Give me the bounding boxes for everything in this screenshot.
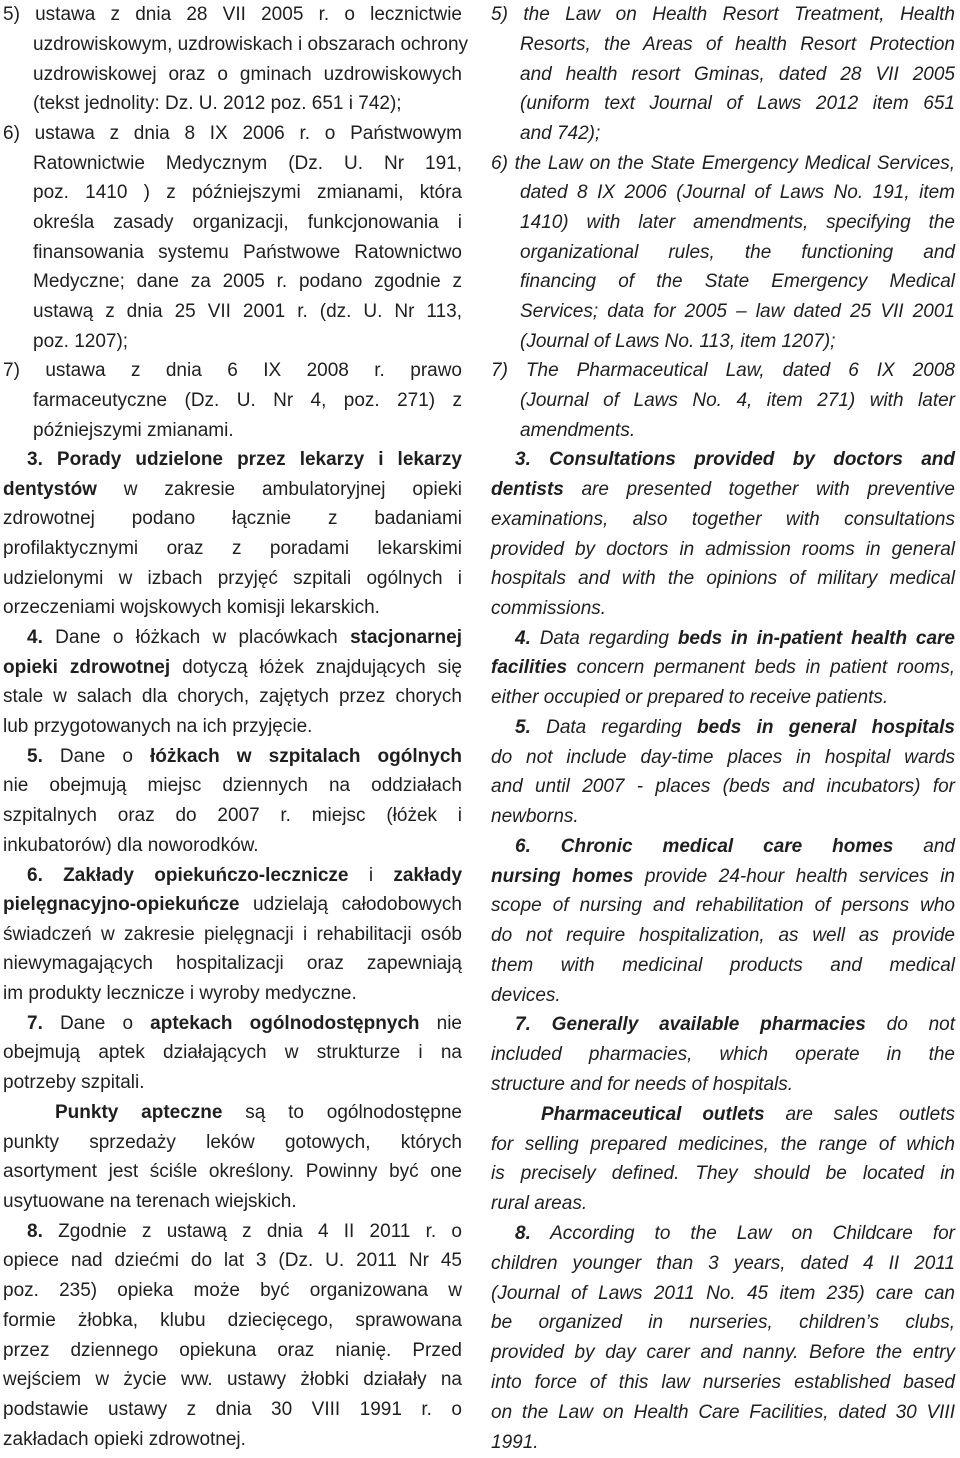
polish-text-line: [3, 949, 462, 979]
polish-text-line: [3, 1038, 462, 1068]
text-segment: opiece nad dziećmi do lat 3 (Dz. U. 2011 Nr 45: [3, 1250, 462, 1271]
text-segment: Dane o: [42, 746, 151, 767]
bold-term: 6.: [27, 865, 43, 886]
text-segment: and 742);: [520, 123, 601, 144]
polish-text-line: [33, 149, 462, 179]
english-text-line: [491, 921, 955, 951]
text-segment: commissions.: [491, 598, 607, 619]
polish-text-line: [3, 534, 462, 564]
text-segment: amendments.: [520, 420, 636, 441]
text-segment: formie żłobka, klubu dziecięcego, sprawowana: [3, 1310, 462, 1331]
bold-term: aptekach ogólnodostępnych: [150, 1013, 420, 1034]
text-segment: poz. 235) opieka może być organizowana w: [3, 1280, 462, 1301]
bold-term: pielęgnacyjno-opiekuńcze: [3, 894, 240, 915]
text-segment: im produkty lecznicze i wyroby medyczne.: [3, 983, 357, 1004]
text-segment: farmaceutyczne (Dz. U. Nr 4, poz. 271) z: [33, 390, 462, 411]
text-segment: Data regarding: [530, 717, 698, 738]
text-segment: do not include day-time places in hospital wards: [491, 747, 955, 768]
polish-text-line: [3, 979, 462, 1009]
text-segment: poz. 1207);: [33, 331, 129, 352]
polish-text-line: [33, 327, 462, 357]
english-text-line: [491, 535, 955, 565]
english-text-line: [491, 149, 955, 179]
english-text-line: [515, 624, 955, 654]
text-segment: them with medicinal products and medical: [491, 955, 955, 976]
bold-term: dentystów: [3, 479, 97, 500]
bold-term: 4.: [27, 627, 43, 648]
text-segment: scope of nursing and rehabilitation of persons who: [491, 895, 955, 916]
polish-text-line: [33, 267, 462, 297]
text-segment: inkubatorów) dla noworodków.: [3, 835, 259, 856]
text-segment: are presented together with preventive: [563, 479, 955, 500]
text-segment: 5) the Law on Health Resort Treatment, Health: [491, 4, 955, 25]
text-segment: and: [893, 836, 955, 857]
text-segment: lub przygotowanych na ich przyjęcie.: [3, 716, 313, 737]
text-segment: According to the Law on Childcare for: [530, 1223, 955, 1244]
english-text-line: [520, 238, 955, 268]
text-segment: (uniform text Journal of Laws 2012 item 651: [520, 93, 955, 114]
text-segment: [43, 865, 63, 886]
text-segment: (Journal of Laws No. 4, item 271) with later: [520, 390, 955, 411]
text-segment: do not require hospitalization, as well as provide: [491, 925, 955, 946]
text-segment: either occupied or prepared to receive patients.: [491, 687, 889, 708]
text-segment: 7) The Pharmaceutical Law, dated 6 IX 2008: [491, 360, 955, 381]
text-segment: stale w salach dla chorych, zajętych przez chorych: [3, 686, 462, 707]
text-segment: rural areas.: [491, 1193, 588, 1214]
text-segment: udzielonymi w izbach przyjęć szpitali ogólnych i: [3, 568, 462, 589]
text-segment: późniejszymi zmianami.: [33, 420, 234, 441]
text-segment: wejściem w życie ww. ustawy żłobki działały na: [3, 1369, 462, 1390]
bold-term: beds in in-patient health care: [677, 628, 955, 649]
bold-term: 5.: [27, 746, 43, 767]
bold-term: 7. Generally available pharmacies: [515, 1014, 866, 1035]
polish-text-line: [3, 564, 462, 594]
english-text-line: [520, 416, 955, 446]
text-segment: dated 8 IX 2006 (Journal of Laws No. 191, item: [520, 182, 955, 203]
text-segment: usytuowane na terenach wiejskich.: [3, 1191, 297, 1212]
bold-term: 8.: [27, 1221, 43, 1242]
text-segment: is precisely defined. They should be located in: [491, 1163, 955, 1184]
text-segment: (Journal of Laws No. 113, item 1207);: [520, 331, 836, 352]
polish-text-line: [33, 89, 462, 119]
text-segment: Dane o: [42, 1013, 151, 1034]
text-segment: on the Law on Health Care Facilities, dated 30 VIII: [491, 1402, 955, 1423]
english-text-line: [491, 475, 955, 505]
polish-text-line: [33, 238, 462, 268]
text-segment: concern permanent beds in patient rooms,: [567, 657, 955, 678]
polish-text-line: [3, 682, 462, 712]
bold-term: 3. Consultations provided by doctors and: [515, 449, 955, 470]
text-segment: finansowania systemu Państwowe Ratownictwo: [33, 242, 462, 263]
polish-text-line: [55, 1098, 462, 1128]
text-segment: examinations, also together with consultations: [491, 509, 955, 530]
bold-term: 6. Chronic medical care homes: [515, 836, 894, 857]
text-segment: 7) ustawa z dnia 6 IX 2008 r. prawo: [3, 360, 462, 381]
english-text-line: [520, 327, 955, 357]
polish-text-line: [3, 712, 462, 742]
english-text-line: [491, 891, 955, 921]
text-segment: obejmują aptek działających w strukturze i na: [3, 1042, 462, 1063]
english-text-line: [520, 297, 955, 327]
bold-term: 4.: [515, 628, 531, 649]
english-text-line: [491, 564, 955, 594]
text-segment: dotyczą łóżek znajdujących się: [170, 657, 463, 678]
text-segment: for selling prepared medicines, the range of which: [491, 1134, 955, 1155]
english-text-line: [491, 1338, 955, 1368]
english-text-line: [491, 1308, 955, 1338]
text-segment: zakładach opieki zdrowotnej.: [3, 1429, 246, 1450]
text-segment: udzielają całodobowych: [239, 894, 462, 915]
polish-text-line: [3, 593, 462, 623]
polish-text-line: [33, 297, 462, 327]
bold-term: 8.: [515, 1223, 531, 1244]
english-text-line: [491, 356, 955, 386]
english-text-line: [491, 743, 955, 773]
bold-term: nursing homes: [491, 866, 634, 887]
polish-text-line: [3, 653, 462, 683]
text-segment: podstawie ustawy z dnia 30 VIII 1991 r. o: [3, 1399, 462, 1420]
polish-text-line: [3, 1306, 462, 1336]
polish-text-line: [3, 504, 462, 534]
english-text-line: [491, 0, 955, 30]
text-segment: Resorts, the Areas of health Resort Protection: [520, 34, 955, 55]
text-segment: Data regarding: [530, 628, 678, 649]
english-text-line: [541, 1100, 955, 1130]
text-segment: profilaktycznymi oraz z poradami lekarskimi: [3, 538, 462, 559]
text-segment: devices.: [491, 985, 561, 1006]
bold-term: 5.: [515, 717, 531, 738]
text-segment: i: [348, 865, 394, 886]
text-segment: do not: [865, 1014, 955, 1035]
polish-text-line: [3, 771, 462, 801]
text-segment: financing of the State Emergency Medical: [520, 271, 955, 292]
english-text-line: [520, 178, 955, 208]
text-segment: (tekst jednolity: Dz. U. 2012 poz. 651 i 742);: [33, 93, 402, 114]
text-segment: szpitalnych oraz do 2007 r. miejsc (łóżek i: [3, 805, 462, 826]
text-segment: punkty sprzedaży leków gotowych, których: [3, 1132, 462, 1153]
bold-term: opieki zdrowotnej: [3, 657, 171, 678]
bold-term: 7.: [27, 1013, 43, 1034]
bold-term: Pharmaceutical outlets: [541, 1104, 765, 1125]
bold-term: 3. Porady udzielone przez lekarzy i lekarzy: [27, 449, 462, 470]
text-segment: nie obejmują miejsc dziennych na oddziałach: [3, 775, 462, 796]
text-segment: into force of this law nurseries established based: [491, 1372, 955, 1393]
text-segment: Ratownictwie Medycznym (Dz. U. Nr 191,: [33, 153, 462, 174]
english-text-line: [520, 119, 955, 149]
text-segment: Dane o łóżkach w placówkach: [42, 627, 351, 648]
text-segment: uzdrowiskowym, uzdrowiskach i obszarach ochrony: [33, 34, 469, 55]
english-text-line: [491, 1249, 955, 1279]
polish-text-line: [27, 742, 462, 772]
polish-text-line: [3, 1276, 462, 1306]
bold-term: beds in general hospitals: [697, 717, 956, 738]
english-text-line: [491, 1130, 955, 1160]
text-segment: organizational rules, the functioning and: [520, 242, 955, 263]
polish-text-line: [27, 445, 462, 475]
text-segment: ustawą z dnia 25 VII 2001 r. (dz. U. Nr 113,: [33, 301, 462, 322]
polish-text-line: [3, 1157, 462, 1187]
text-segment: 6) the Law on the State Emergency Medical Services,: [491, 153, 955, 174]
english-text-line: [491, 1159, 955, 1189]
text-segment: świadczeń w zakresie pielęgnacji i rehabilitacji osób: [3, 924, 462, 945]
polish-text-line: [27, 623, 462, 653]
english-text-line: [491, 594, 955, 624]
text-segment: 1991.: [491, 1432, 539, 1453]
text-segment: (Journal of Laws 2011 No. 45 item 235) care can: [491, 1283, 955, 1304]
english-text-line: [491, 802, 955, 832]
text-segment: and health resort Gminas, dated 28 VII 2005: [520, 64, 955, 85]
text-segment: be organized in nurseries, children’s clubs,: [491, 1312, 955, 1333]
english-text-line: [491, 981, 955, 1011]
polish-text-line: [3, 1395, 462, 1425]
bold-term: łóżkach w szpitalach ogólnych: [150, 746, 462, 767]
text-segment: Medyczne; dane za 2005 r. podano zgodnie z: [33, 271, 462, 292]
text-segment: w zakresie ambulatoryjnej opieki: [96, 479, 462, 500]
english-text-line: [491, 1070, 955, 1100]
text-segment: niewymagających hospitalizacji oraz zapewniają: [3, 953, 462, 974]
english-text-line: [520, 30, 955, 60]
text-segment: potrzeby szpitali.: [3, 1072, 145, 1093]
text-segment: Services; data for 2005 – law dated 25 VII 2001: [520, 301, 955, 322]
english-text-line: [491, 862, 955, 892]
polish-text-line: [27, 1009, 462, 1039]
text-segment: children younger than 3 years, dated 4 II 2011: [491, 1253, 955, 1274]
bold-term: Zakłady opiekuńczo-lecznicze: [63, 865, 349, 886]
text-segment: included pharmacies, which operate in the: [491, 1044, 955, 1065]
english-text-line: [491, 951, 955, 981]
bold-term: Punkty apteczne: [55, 1102, 223, 1123]
polish-text-line: [3, 1246, 462, 1276]
text-segment: provided by doctors in admission rooms in general: [491, 539, 955, 560]
english-text-line: [515, 832, 955, 862]
english-text-line: [520, 386, 955, 416]
english-text-line: [491, 1368, 955, 1398]
bold-term: zakłady: [393, 865, 463, 886]
polish-text-line: [33, 208, 462, 238]
text-segment: hospitals and with the opinions of military medical: [491, 568, 955, 589]
text-segment: 5) ustawa z dnia 28 VII 2005 r. o lecznictwie: [3, 4, 462, 25]
text-segment: poz. 1410 ) z późniejszymi zmianami, która: [33, 182, 462, 203]
english-text-line: [491, 772, 955, 802]
polish-text-line: [3, 890, 462, 920]
english-text-line: [515, 445, 955, 475]
text-segment: nie: [419, 1013, 462, 1034]
english-text-line: [491, 653, 955, 683]
text-segment: Zgodnie z ustawą z dnia 4 II 2011 r. o: [42, 1221, 462, 1242]
english-text-line: [491, 505, 955, 535]
english-text-line: [491, 1040, 955, 1070]
text-segment: są to ogólnodostępne: [222, 1102, 462, 1123]
text-segment: and until 2007 - places (beds and incubators) for: [491, 776, 955, 797]
english-text-line: [491, 683, 955, 713]
text-segment: uzdrowiskowej oraz o gminach uzdrowiskowych: [33, 64, 462, 85]
text-segment: provide 24-hour health services in: [633, 866, 956, 887]
polish-text-line: [3, 1068, 462, 1098]
english-text-line: [520, 267, 955, 297]
english-text-line: [520, 208, 955, 238]
text-segment: orzeczeniami wojskowych komisji lekarskich.: [3, 597, 380, 618]
text-segment: 6) ustawa z dnia 8 IX 2006 r. o Państwowym: [3, 123, 462, 144]
polish-text-line: [3, 920, 462, 950]
english-text-line: [520, 89, 955, 119]
english-text-line: [491, 1398, 955, 1428]
text-segment: are sales outlets: [764, 1104, 955, 1125]
polish-text-line: [3, 0, 462, 30]
polish-text-line: [33, 30, 469, 60]
polish-text-line: [3, 475, 462, 505]
polish-text-line: [3, 1187, 462, 1217]
polish-text-line: [3, 1128, 462, 1158]
text-segment: określa zasady organizacji, funkcjonowania i: [33, 212, 462, 233]
polish-text-line: [27, 861, 462, 891]
text-segment: 1410) with later amendments, specifying the: [520, 212, 955, 233]
bold-term: facilities: [491, 657, 568, 678]
english-text-line: [491, 1189, 955, 1219]
polish-text-line: [33, 60, 462, 90]
text-segment: zdrowotnej podano łącznie z badaniami: [3, 508, 462, 529]
polish-text-line: [3, 1365, 462, 1395]
polish-text-line: [3, 1336, 462, 1366]
text-segment: newborns.: [491, 806, 579, 827]
bold-term: stacjonarnej: [350, 627, 462, 648]
polish-text-line: [3, 801, 462, 831]
text-segment: provided by day carer and nanny. Before the entry: [491, 1342, 955, 1363]
text-segment: przez dziennego opiekuna oraz nianię. Przed: [3, 1340, 462, 1361]
polish-text-line: [33, 416, 462, 446]
english-text-line: [515, 713, 955, 743]
english-text-line: [515, 1219, 955, 1249]
polish-text-line: [27, 1217, 462, 1247]
polish-text-line: [3, 1425, 462, 1455]
polish-text-line: [33, 178, 462, 208]
polish-text-line: [3, 831, 462, 861]
polish-text-line: [33, 386, 462, 416]
english-text-line: [520, 60, 955, 90]
bold-term: dentists: [491, 479, 564, 500]
english-text-line: [491, 1428, 955, 1458]
english-text-line: [491, 1279, 955, 1309]
text-segment: asortyment jest ściśle określony. Powinny być one: [3, 1161, 462, 1182]
polish-text-line: [3, 356, 462, 386]
polish-text-line: [3, 119, 462, 149]
english-text-line: [515, 1010, 955, 1040]
text-segment: structure and for needs of hospitals.: [491, 1074, 794, 1095]
